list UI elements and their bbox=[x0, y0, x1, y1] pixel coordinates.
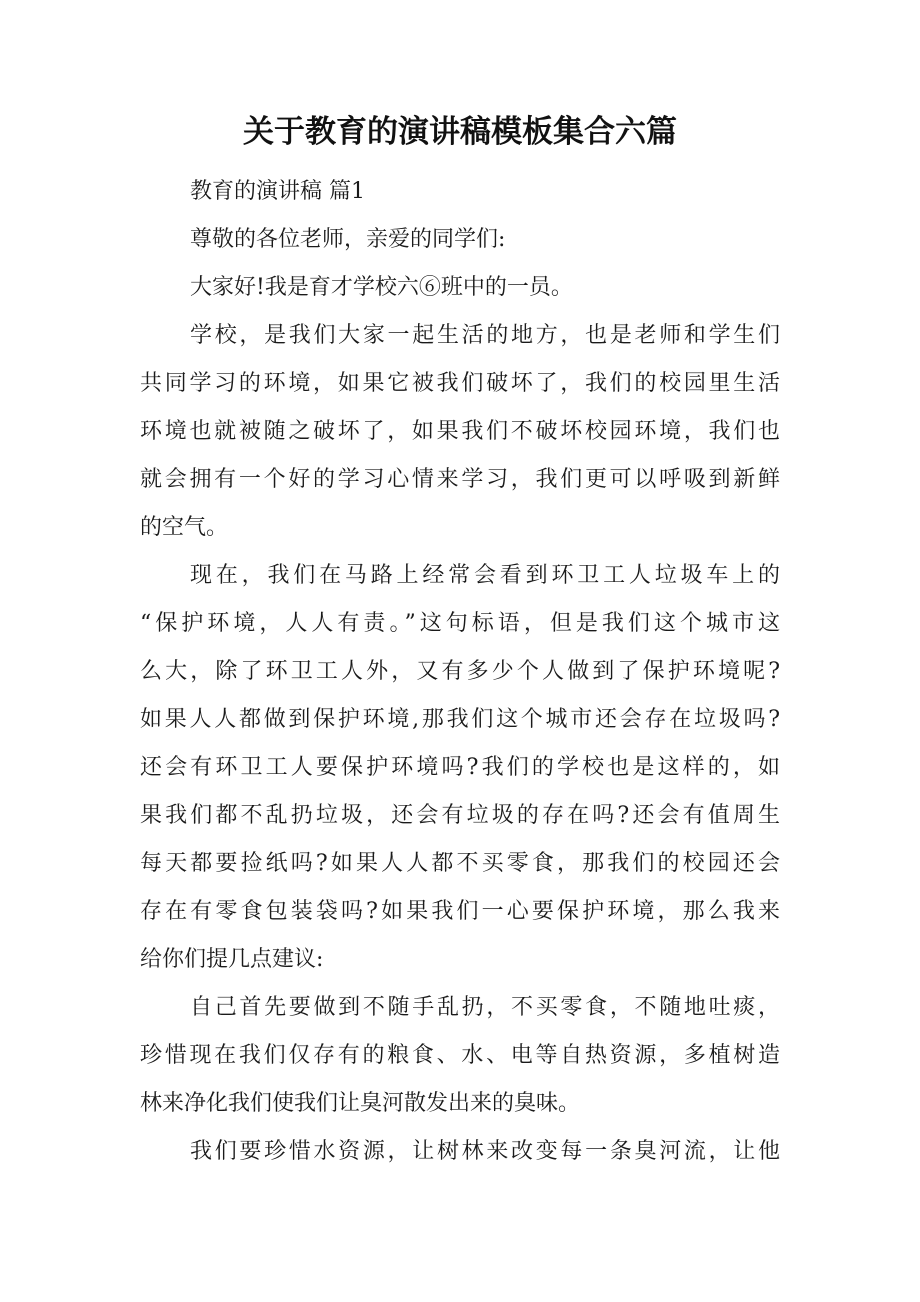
greeting-line: 大家好!我是育才学校六⑥班中的一员。 bbox=[190, 275, 573, 300]
paragraph-line: 环境也就被随之破坏了，如果我们不破坏校园环境，我们也 bbox=[140, 419, 780, 444]
paragraph-line: 的空气。 bbox=[140, 515, 229, 540]
paragraph-line: 存在有零食包装袋吗?如果我们一心要保护环境，那么我来 bbox=[140, 899, 780, 924]
paragraph-line: 林来净化我们使我们让臭河散发出来的臭味。 bbox=[140, 1091, 581, 1116]
section-heading: 教育的演讲稿 篇1 bbox=[190, 179, 365, 204]
document-title: 关于教育的演讲稿模板集合六篇 bbox=[243, 114, 677, 150]
paragraph-line: 果我们都不乱扔垃圾，还会有垃圾的存在吗?还会有值周生 bbox=[140, 803, 780, 828]
paragraph-line: 给你们提几点建议: bbox=[140, 947, 324, 972]
paragraph-line: 自己首先要做到不随手乱扔，不买零食，不随地吐痰， bbox=[190, 995, 780, 1020]
paragraph-line: 现在，我们在马路上经常会看到环卫工人垃圾车上的 bbox=[190, 563, 780, 588]
paragraph-line: 每天都要捡纸吗?如果人人都不买零食，那我们的校园还会 bbox=[140, 851, 780, 876]
paragraph-line: 还会有环卫工人要保护环境吗?我们的学校也是这样的，如 bbox=[140, 755, 780, 780]
paragraph-line: 我们要珍惜水资源，让树林来改变每一条臭河流，让他 bbox=[190, 1139, 780, 1164]
paragraph-line: 共同学习的环境，如果它被我们破坏了，我们的校园里生活 bbox=[140, 371, 780, 396]
salutation-line: 尊敬的各位老师，亲爱的同学们: bbox=[190, 227, 506, 252]
document-body bbox=[140, 168, 780, 1176]
paragraph-line: 学校，是我们大家一起生活的地方，也是老师和学生们 bbox=[190, 323, 780, 348]
paragraph-line: 珍惜现在我们仅存有的粮食、水、电等自热资源，多植树造 bbox=[140, 1043, 780, 1068]
paragraph-line: “保护环境，人人有责。”这句标语，但是我们这个城市这 bbox=[140, 611, 780, 636]
paragraph-line: 如果人人都做到保护环境,那我们这个城市还会存在垃圾吗? bbox=[140, 707, 780, 732]
paragraph-line: 就会拥有一个好的学习心情来学习，我们更可以呼吸到新鲜 bbox=[140, 467, 780, 492]
paragraph-line: 么大，除了环卫工人外，又有多少个人做到了保护环境呢? bbox=[140, 659, 780, 684]
